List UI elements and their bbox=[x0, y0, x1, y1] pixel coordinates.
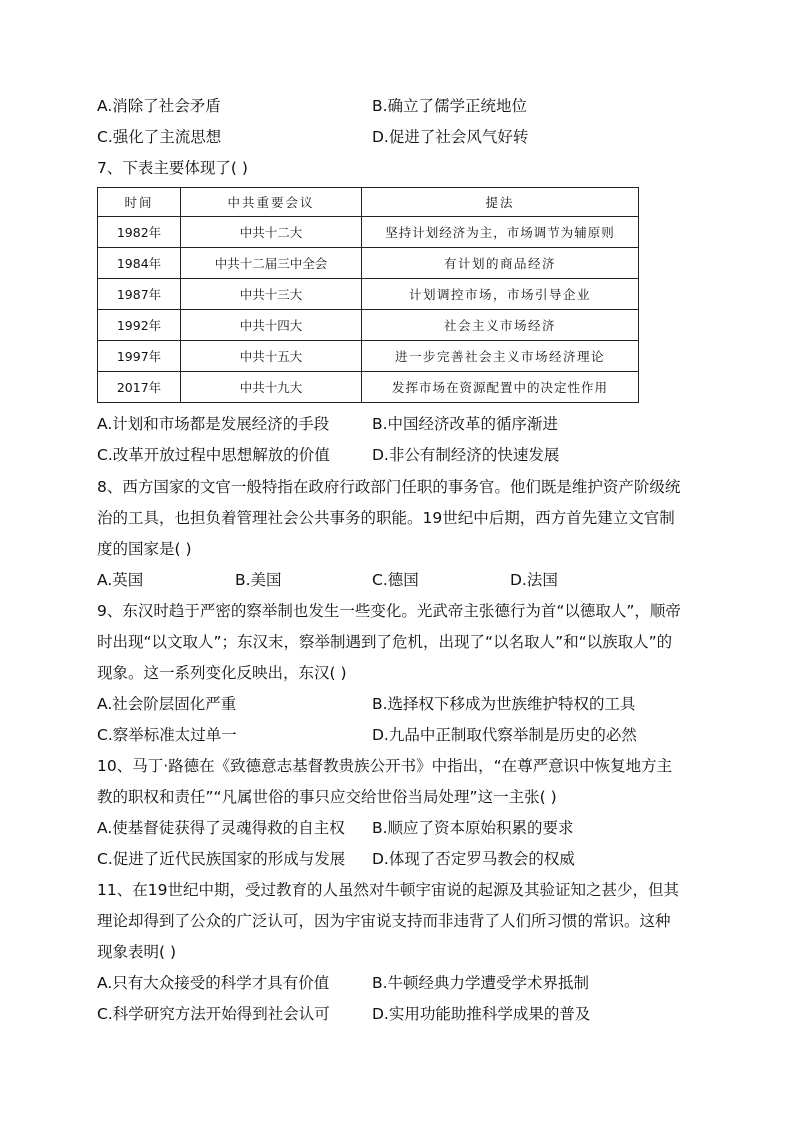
q10-option-c: C.促进了近代民族国家的形成与发展 bbox=[97, 850, 346, 868]
q10-option-b: B.顺应了资本原始积累的要求 bbox=[372, 819, 574, 837]
q9-stem-line-3: 现象。这一系列变化反映出，东汉( ) bbox=[97, 664, 347, 682]
q9-stem-line-2: 时出现“以文取人”；东汉末，察举制遇到了危机，出现了“以名取人”和“以族取人”的 bbox=[97, 633, 673, 651]
q8-stem-line-3: 度的国家是( ) bbox=[97, 540, 192, 558]
table-cell-year: 1992年 bbox=[98, 310, 181, 341]
table-cell-meeting: 中共十三大 bbox=[181, 279, 362, 310]
q6-option-a: A.消除了社会矛盾 bbox=[97, 97, 221, 115]
q7-option-d: D.非公有制经济的快速发展 bbox=[372, 446, 560, 464]
q7-stem: 7、下表主要体现了( ) bbox=[97, 159, 248, 177]
table-row bbox=[98, 217, 639, 248]
table-cell-meeting: 中共十五大 bbox=[181, 341, 362, 372]
table-header-time: 时间 bbox=[98, 188, 181, 217]
q8-option-c: C.德国 bbox=[372, 571, 419, 589]
table-cell-meeting: 中共十九大 bbox=[181, 372, 362, 403]
q8-stem-line-1: 8、西方国家的文官一般特指在政府行政部门任职的事务官。他们既是维护资产阶级统 bbox=[97, 478, 681, 496]
q7-option-c: C.改革开放过程中思想解放的价值 bbox=[97, 446, 330, 464]
q11-option-b: B.牛顿经典力学遭受学术界抵制 bbox=[372, 974, 590, 992]
q11-stem-line-2: 理论却得到了公众的广泛认可，因为宇宙说支持而非违背了人们所习惯的常识。这种 bbox=[97, 912, 671, 930]
q8-option-d: D.法国 bbox=[510, 571, 558, 589]
table-cell-meeting: 中共十二届三中全会 bbox=[181, 248, 362, 279]
table-row bbox=[98, 279, 639, 310]
q7-option-a: A.计划和市场都是发展经济的手段 bbox=[97, 415, 330, 433]
q9-stem-line-1: 9、东汉时趋于严密的察举制也发生一些变化。光武帝主张德行为首“以德取人”，顺帝 bbox=[97, 602, 681, 620]
table-cell-year: 1984年 bbox=[98, 248, 181, 279]
table-cell-year: 1987年 bbox=[98, 279, 181, 310]
q10-stem-line-1: 10、马丁·路德在《致德意志基督教贵族公开书》中指出，“在尊严意识中恢复地方主 bbox=[97, 757, 673, 775]
q11-option-a: A.只有大众接受的科学才具有价值 bbox=[97, 974, 330, 992]
table-cell-statement: 进一步完善社会主义市场经济理论 bbox=[362, 341, 639, 372]
q11-stem-line-3: 现象表明( ) bbox=[97, 943, 177, 961]
q7-table bbox=[97, 187, 639, 403]
table-header-statement: 提法 bbox=[362, 188, 639, 217]
q9-option-a: A.社会阶层固化严重 bbox=[97, 695, 237, 713]
q9-option-b: B.选择权下移成为世族维护特权的工具 bbox=[372, 695, 636, 713]
q9-option-c: C.察举标准太过单一 bbox=[97, 726, 237, 744]
q11-stem-line-1: 11、在19世纪中期，受过教育的人虽然对牛顿宇宙说的起源及其验证知之甚少，但其 bbox=[97, 881, 679, 899]
table-cell-statement: 坚持计划经济为主，市场调节为辅原则 bbox=[362, 217, 639, 248]
table-cell-year: 1997年 bbox=[98, 341, 181, 372]
q6-option-b: B.确立了儒学正统地位 bbox=[372, 97, 528, 115]
q10-stem-line-2: 教的职权和责任”“凡属世俗的事只应交给世俗当局处理”这一主张( ) bbox=[97, 788, 557, 806]
q8-stem-line-2: 治的工具，也担负着管理社会公共事务的职能。19世纪中后期，西方首先建立文官制 bbox=[97, 509, 675, 527]
table-row bbox=[98, 248, 639, 279]
q6-option-c: C.强化了主流思想 bbox=[97, 128, 222, 146]
q8-option-b: B.美国 bbox=[235, 571, 282, 589]
table-header-meeting: 中共重要会议 bbox=[181, 188, 362, 217]
table-cell-year: 1982年 bbox=[98, 217, 181, 248]
table-cell-meeting: 中共十二大 bbox=[181, 217, 362, 248]
table-cell-statement: 社会主义市场经济 bbox=[362, 310, 639, 341]
table-row bbox=[98, 372, 639, 403]
table-cell-meeting: 中共十四大 bbox=[181, 310, 362, 341]
table-cell-statement: 发挥市场在资源配置中的决定性作用 bbox=[362, 372, 639, 403]
table-cell-statement: 计划调控市场，市场引导企业 bbox=[362, 279, 639, 310]
q7-option-b: B.中国经济改革的循序渐进 bbox=[372, 415, 559, 433]
q11-option-c: C.科学研究方法开始得到社会认可 bbox=[97, 1005, 330, 1023]
q8-option-a: A.英国 bbox=[97, 571, 144, 589]
table-row bbox=[98, 310, 639, 341]
table-cell-year: 2017年 bbox=[98, 372, 181, 403]
table-header-row bbox=[98, 188, 639, 217]
table-row bbox=[98, 341, 639, 372]
q9-option-d: D.九品中正制取代察举制是历史的必然 bbox=[372, 726, 637, 744]
q11-option-d: D.实用功能助推科学成果的普及 bbox=[372, 1005, 591, 1023]
q10-option-d: D.体现了否定罗马教会的权威 bbox=[372, 850, 575, 868]
table-cell-statement: 有计划的商品经济 bbox=[362, 248, 639, 279]
q10-option-a: A.使基督徒获得了灵魂得救的自主权 bbox=[97, 819, 345, 837]
q6-option-d: D.促进了社会风气好转 bbox=[372, 128, 529, 146]
